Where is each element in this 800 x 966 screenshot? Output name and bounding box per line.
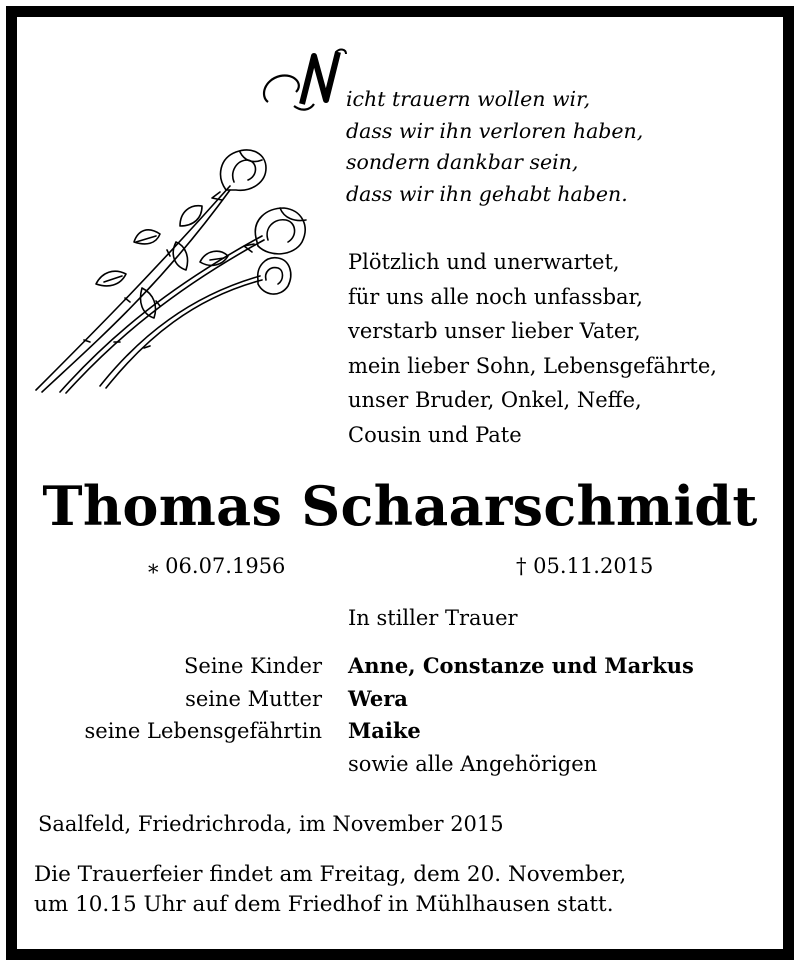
- family-name: Anne, Constanze und Markus: [348, 653, 694, 678]
- intro-line: verstarb unser lieber Vater,: [348, 319, 641, 343]
- family-column: [348, 650, 694, 780]
- funeral-line: um 10.15 Uhr auf dem Friedhof in Mühlhausen statt.: [34, 892, 614, 917]
- relation-label: Seine Kinder: [184, 654, 322, 678]
- death-date: † 05.11.2015: [516, 554, 654, 578]
- funeral-line: Die Trauerfeier findet am Freitag, dem 20. November,: [34, 862, 627, 887]
- intro-line: Cousin und Pate: [348, 422, 522, 447]
- family-others: sowie alle Angehörigen: [348, 751, 598, 776]
- family-name: Wera: [348, 685, 408, 711]
- deceased-name: Thomas Schaarschmidt: [42, 474, 758, 538]
- mourning-line: In stiller Trauer: [348, 606, 518, 630]
- intro-line: mein lieber Sohn, Lebensgefährte,: [348, 353, 717, 378]
- family-name: Maike: [348, 718, 421, 743]
- poem: [346, 84, 643, 210]
- decorative-initial-n: [258, 46, 350, 116]
- relation-label: seine Mutter: [185, 686, 322, 711]
- funeral-info: [34, 860, 626, 920]
- intro-line: unser Bruder, Onkel, Neffe,: [348, 388, 642, 412]
- poem-line: dass wir ihn verloren haben,: [346, 118, 644, 143]
- intro-line: Plötzlich und unerwartet,: [348, 250, 620, 274]
- birth-date: ⁎ 06.07.1956: [148, 554, 286, 578]
- roses-icon: [30, 146, 320, 398]
- poem-line: sondern dankbar sein,: [346, 150, 579, 174]
- relation-label: seine Lebensgefährtin: [84, 719, 322, 743]
- place-date: Saalfeld, Friedrichroda, im November 2015: [38, 812, 504, 836]
- poem-line: dass wir ihn gehabt haben.: [346, 181, 628, 206]
- intro-line: für uns alle noch unfassbar,: [348, 284, 643, 309]
- intro-paragraph: [348, 245, 717, 452]
- relations-column: [84, 650, 322, 748]
- poem-line: icht trauern wollen wir,: [346, 87, 591, 111]
